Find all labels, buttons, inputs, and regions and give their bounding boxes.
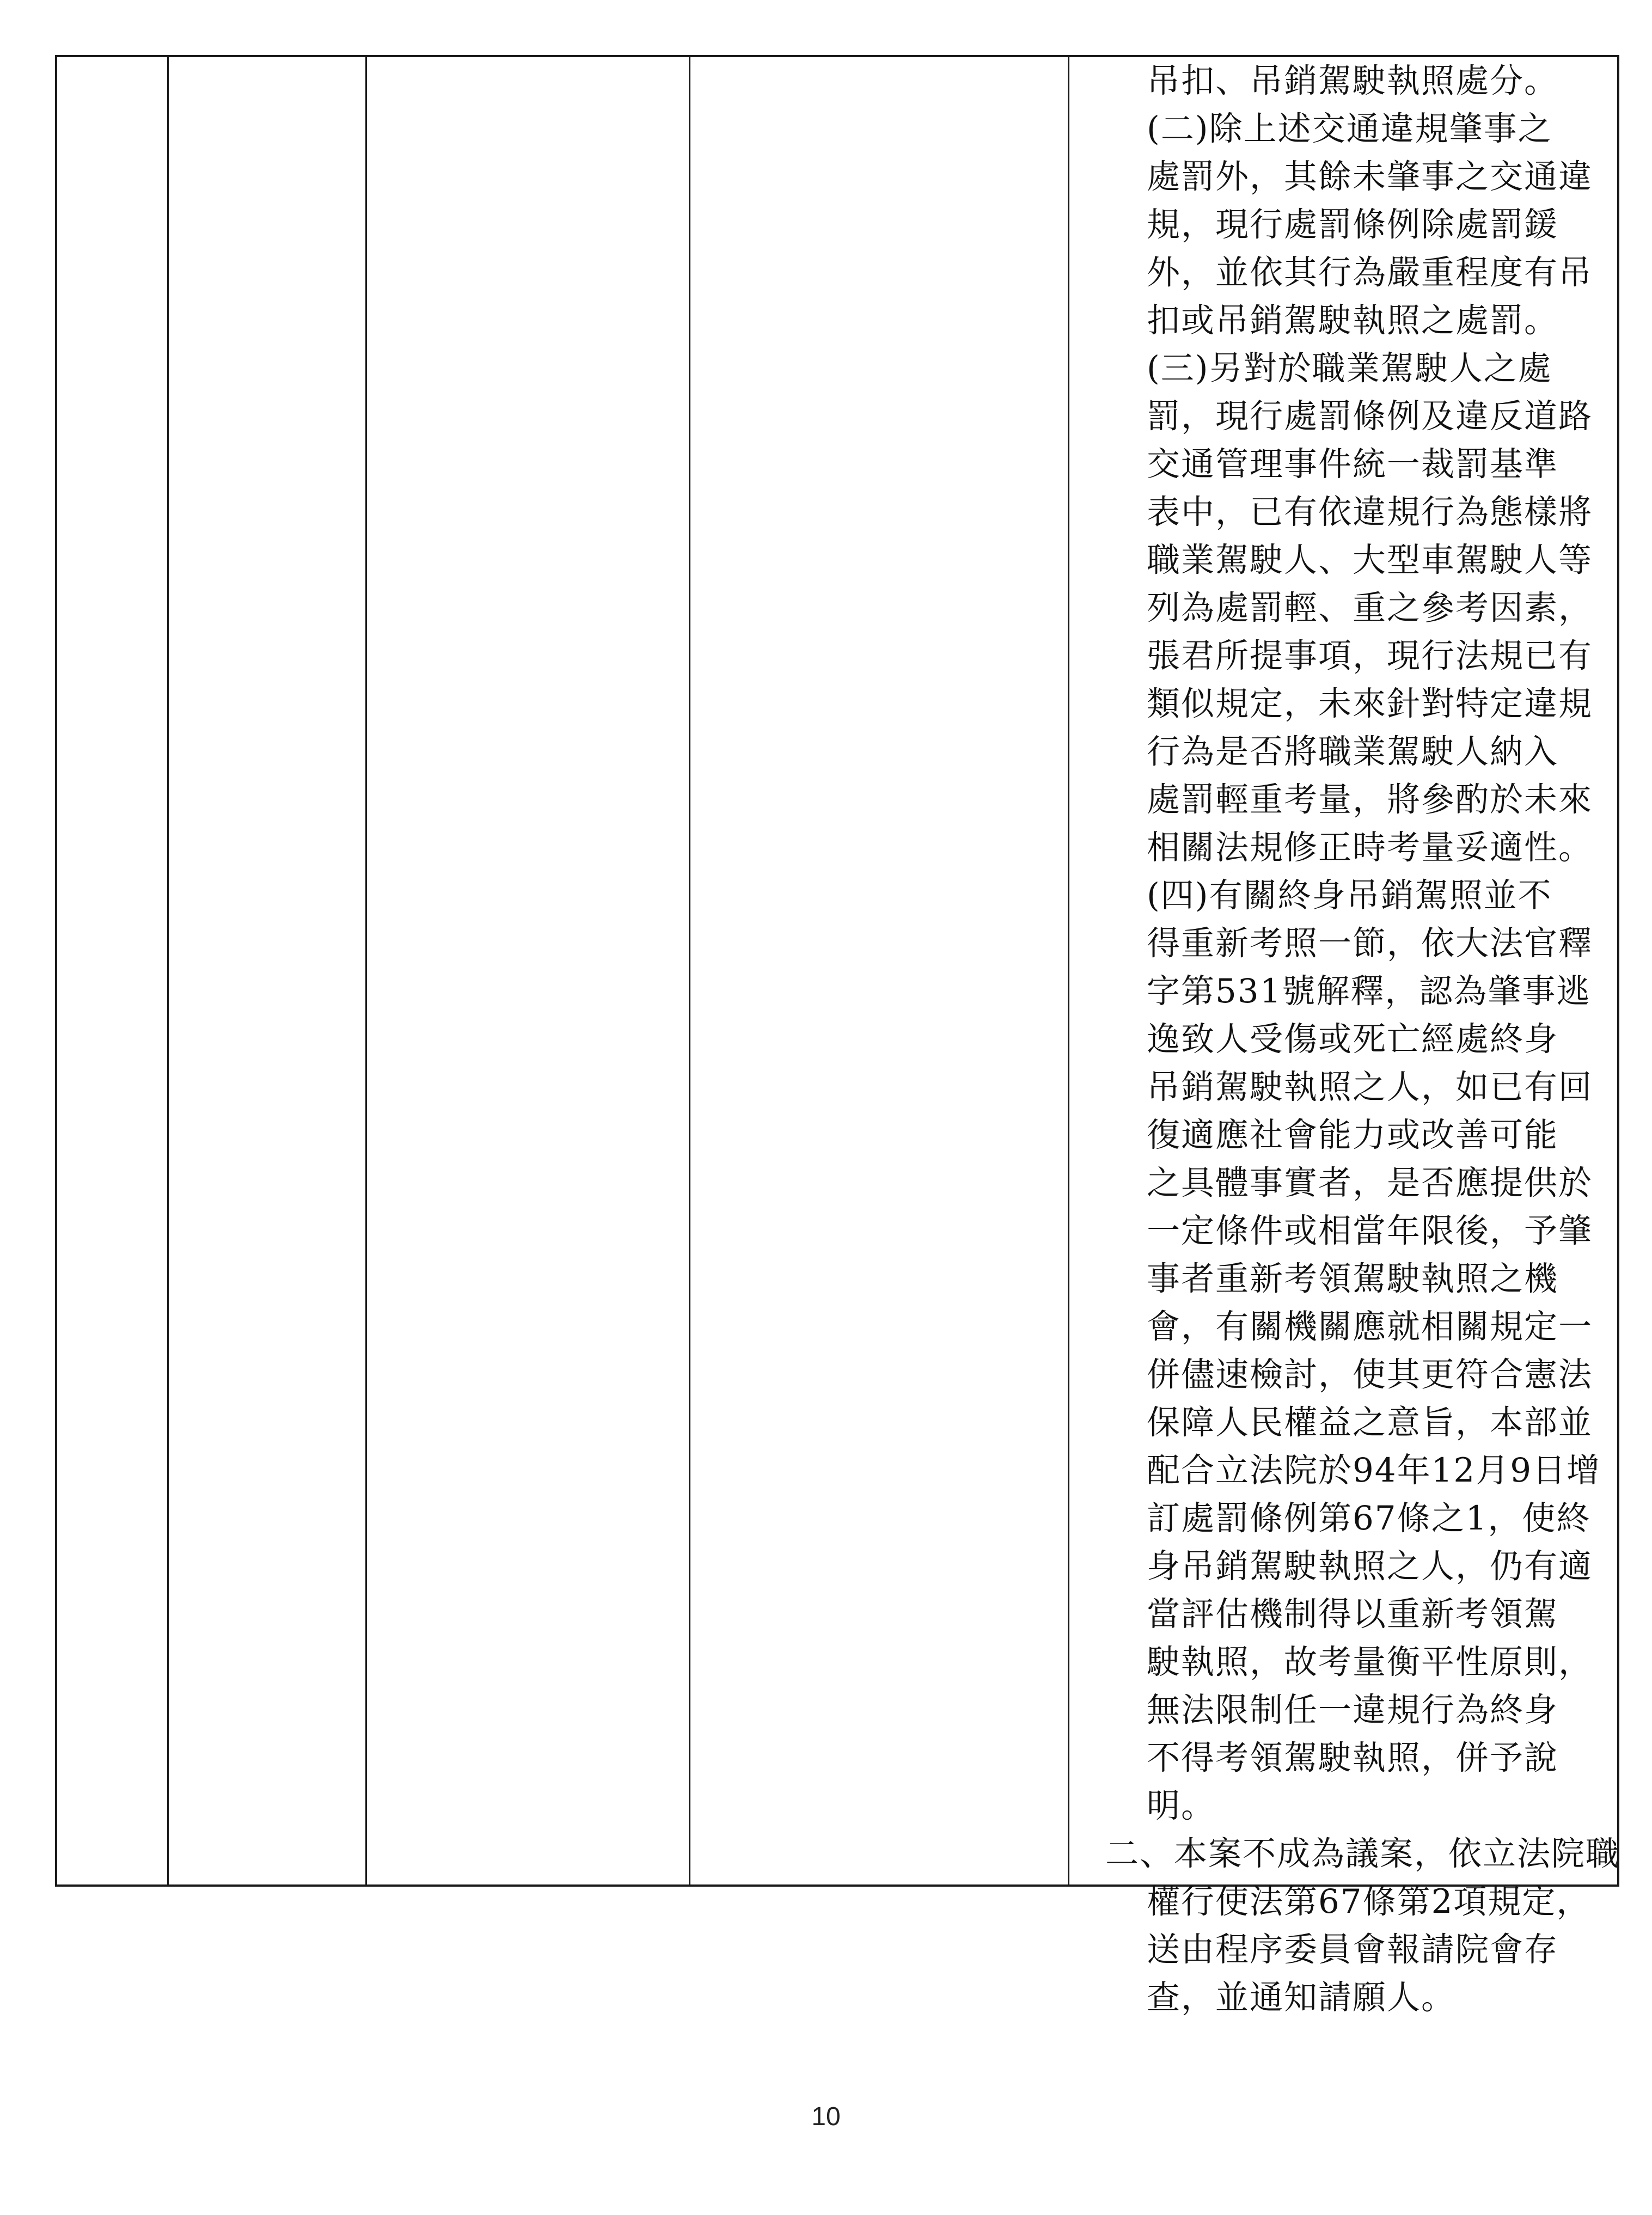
text-line: 當評估機制得以重新考領駕	[1147, 1595, 1559, 1633]
text-line: 職業駕駛人、大型車駕駛人等	[1147, 541, 1593, 579]
table-column-response	[1069, 57, 1620, 2017]
text-line: 併儘速檢討，使其更符合憲法	[1147, 1355, 1593, 1394]
text-line: 訂處罰條例第67條之1，使終	[1147, 1499, 1591, 1538]
text-line: 張君所提事項，現行法規已有	[1147, 637, 1593, 675]
text-line: 無法限制任一違規行為終身	[1147, 1691, 1559, 1729]
text-line: (四)有關終身吊銷駕照並不	[1147, 876, 1552, 915]
text-line: 字第531號解釋，認為肇事逃	[1147, 972, 1591, 1011]
table-column-4	[690, 57, 1069, 1884]
text-line: 扣或吊銷駕駛執照之處罰。	[1147, 301, 1559, 340]
text-line: 送由程序委員會報請院會存	[1147, 1930, 1559, 1969]
text-line: 不得考領駕駛執照，併予說	[1147, 1739, 1559, 1777]
table-column-3	[367, 57, 690, 1884]
text-line: 權行使法第67條第2項規定，	[1147, 1882, 1591, 1921]
text-line: 吊銷駕駛執照之人，如已有回	[1147, 1068, 1593, 1106]
text-line: 會，有關機關應就相關規定一	[1147, 1307, 1593, 1346]
text-line: 處罰輕重考量，將參酌於未來	[1147, 780, 1593, 819]
text-line: 一定條件或相當年限後，予肇	[1147, 1211, 1593, 1250]
text-line: 行為是否將職業駕駛人納入	[1147, 732, 1559, 771]
text-line: 處罰外，其餘未肇事之交通違	[1147, 157, 1593, 196]
text-line: 身吊銷駕駛執照之人，仍有適	[1147, 1547, 1593, 1586]
text-line: 規，現行處罰條例除處罰鍰	[1147, 205, 1559, 244]
table-column-1	[57, 57, 169, 1884]
table-column-2	[169, 57, 367, 1884]
text-line: 吊扣、吊銷駕駛執照處分。	[1147, 62, 1559, 100]
text-line: 之具體事實者，是否應提供於	[1147, 1164, 1593, 1202]
text-line: 逸致人受傷或死亡經處終身	[1147, 1020, 1559, 1058]
text-line: 列為處罰輕、重之參考因素，	[1147, 589, 1593, 627]
text-line: 事者重新考領駕駛執照之機	[1147, 1259, 1559, 1298]
document-table	[55, 55, 1620, 2017]
response-text	[1105, 57, 1620, 2022]
text-line: (二)除上述交通違規肇事之	[1147, 109, 1552, 148]
text-line: 罰，現行處罰條例及違反道路	[1147, 397, 1593, 436]
text-line: 外，並依其行為嚴重程度有吊	[1147, 253, 1593, 292]
text-line: 查，並通知請願人。	[1147, 1978, 1456, 2017]
text-line: 配合立法院於94年12月9日增	[1147, 1451, 1601, 1490]
text-line: 保障人民權益之意旨，本部並	[1147, 1403, 1593, 1442]
page-number: 10	[811, 2102, 841, 2131]
text-line: 明。	[1147, 1786, 1216, 1825]
text-line: 類似規定，未來針對特定違規	[1147, 684, 1593, 723]
text-line: 交通管理事件統一裁罰基準	[1147, 445, 1559, 484]
text-line: 復適應社會能力或改善可能	[1147, 1116, 1559, 1154]
text-line: 相關法規修正時考量妥適性。	[1147, 828, 1593, 867]
text-line: 駛執照，故考量衡平性原則，	[1147, 1643, 1593, 1681]
text-line: 二、本案不成為議案，依立法院職	[1105, 1834, 1620, 1873]
text-line: (三)另對於職業駕駛人之處	[1147, 349, 1552, 388]
text-line: 得重新考照一節，依大法官釋	[1147, 924, 1593, 963]
text-line: 表中，已有依違規行為態樣將	[1147, 493, 1593, 531]
